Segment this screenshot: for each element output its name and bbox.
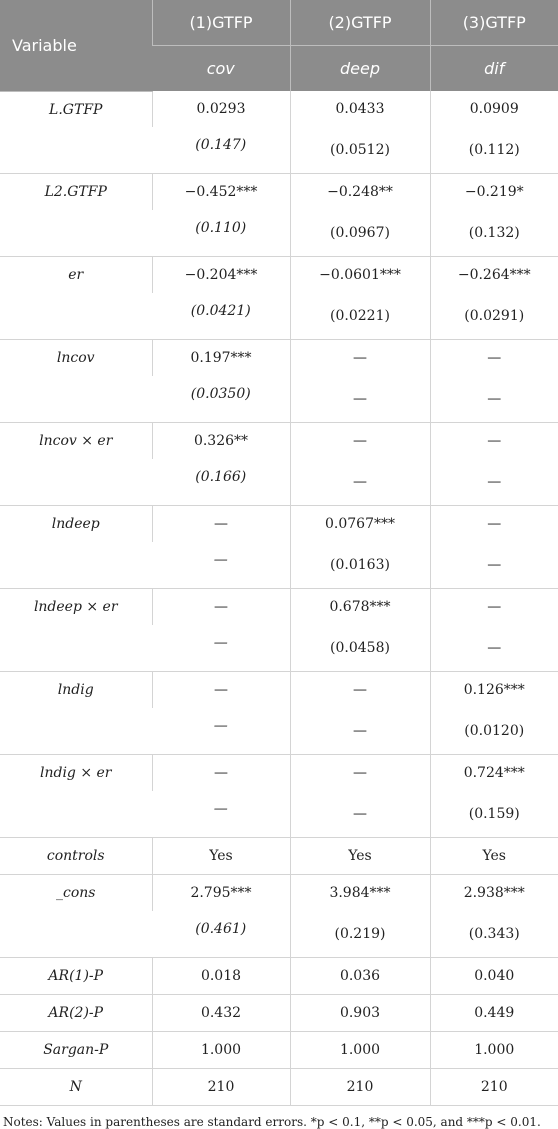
coefficient-cell: Yes <box>430 838 558 875</box>
coefficient-cell: — <box>152 672 290 709</box>
variable-name: lndig × er <box>0 755 152 838</box>
coefficient-cell: 0.903 <box>290 995 430 1032</box>
coefficient-cell: 0.724*** <box>430 755 558 792</box>
coefficient-cell: 0.018 <box>152 958 290 995</box>
coefficient-cell: −0.264*** <box>430 257 558 294</box>
variable-header: Variable <box>0 0 152 91</box>
variable-name: lncov × er <box>0 423 152 506</box>
table-row <box>0 1069 558 1106</box>
coefficient-cell: — <box>152 755 290 792</box>
coefficient-cell: — <box>290 340 430 377</box>
coefficient-cell: 0.0293 <box>152 91 290 127</box>
coefficient-cell: 0.432 <box>152 995 290 1032</box>
standard-error-cell: (0.461) <box>152 911 290 958</box>
coefficient-cell: — <box>152 506 290 543</box>
coefficient-cell: 0.0909 <box>430 91 558 127</box>
coefficient-cell: — <box>430 423 558 460</box>
variable-name: lndeep × er <box>0 589 152 672</box>
column-header: (3)GTFP <box>430 0 558 46</box>
standard-error-cell: (0.147) <box>152 127 290 174</box>
coefficient-cell: 0.197*** <box>152 340 290 377</box>
table-row <box>0 875 558 912</box>
coefficient-cell: −0.248** <box>290 174 430 211</box>
variable-name: L2.GTFP <box>0 174 152 257</box>
coefficient-cell: 0.449 <box>430 995 558 1032</box>
table-header <box>0 0 558 91</box>
column-header: (2)GTFP <box>290 0 430 46</box>
subcolumn-header: deep <box>290 46 430 92</box>
standard-error-cell: (0.166) <box>152 459 290 506</box>
table-row <box>0 174 558 211</box>
variable-name: lndeep <box>0 506 152 589</box>
standard-error-cell: — <box>430 625 558 672</box>
coefficient-cell: — <box>430 506 558 543</box>
coefficient-cell: 0.036 <box>290 958 430 995</box>
standard-error-cell: (0.110) <box>152 210 290 257</box>
variable-name: lncov <box>0 340 152 423</box>
standard-error-cell: — <box>290 459 430 506</box>
coefficient-cell: — <box>430 340 558 377</box>
coefficient-cell: 210 <box>290 1069 430 1106</box>
coefficient-cell: 3.984*** <box>290 875 430 912</box>
coefficient-cell: — <box>290 672 430 709</box>
standard-error-cell: (0.0221) <box>290 293 430 340</box>
standard-error-cell: (0.0120) <box>430 708 558 755</box>
coefficient-cell: — <box>152 589 290 626</box>
coefficient-cell: 2.795*** <box>152 875 290 912</box>
table-row <box>0 995 558 1032</box>
standard-error-cell: (0.112) <box>430 127 558 174</box>
standard-error-cell: (0.132) <box>430 210 558 257</box>
coefficient-cell: 210 <box>430 1069 558 1106</box>
standard-error-cell: (0.0163) <box>290 542 430 589</box>
coefficient-cell: 0.326** <box>152 423 290 460</box>
coefficient-cell: 0.0767*** <box>290 506 430 543</box>
standard-error-cell: — <box>152 542 290 589</box>
subcolumn-header: dif <box>430 46 558 92</box>
subcolumn-header: cov <box>152 46 290 92</box>
standard-error-cell: — <box>430 376 558 423</box>
coefficient-cell: 0.126*** <box>430 672 558 709</box>
table-row <box>0 340 558 377</box>
variable-name: _cons <box>0 875 152 958</box>
coefficient-cell: — <box>290 755 430 792</box>
coefficient-cell: 0.040 <box>430 958 558 995</box>
coefficient-cell: 1.000 <box>290 1032 430 1069</box>
variable-name: Sargan-P <box>0 1032 152 1069</box>
coefficient-cell: 1.000 <box>152 1032 290 1069</box>
table-row <box>0 506 558 543</box>
table-body <box>0 91 558 1106</box>
variable-name: AR(1)-P <box>0 958 152 995</box>
table-row <box>0 423 558 460</box>
standard-error-cell: — <box>430 542 558 589</box>
standard-error-cell: — <box>152 625 290 672</box>
standard-error-cell: — <box>290 708 430 755</box>
table-row <box>0 958 558 995</box>
standard-error-cell: (0.0458) <box>290 625 430 672</box>
coefficient-cell: 1.000 <box>430 1032 558 1069</box>
standard-error-cell: (0.0967) <box>290 210 430 257</box>
standard-error-cell: — <box>290 376 430 423</box>
coefficient-cell: 0.0433 <box>290 91 430 127</box>
coefficient-cell: 210 <box>152 1069 290 1106</box>
table-row <box>0 672 558 709</box>
table-row <box>0 1032 558 1069</box>
table-row <box>0 755 558 792</box>
variable-name: L.GTFP <box>0 91 152 174</box>
table-row <box>0 589 558 626</box>
coefficient-cell: −0.0601*** <box>290 257 430 294</box>
table-row <box>0 91 558 127</box>
coefficient-cell: −0.204*** <box>152 257 290 294</box>
table-row <box>0 257 558 294</box>
standard-error-cell: — <box>152 708 290 755</box>
standard-error-cell: (0.219) <box>290 911 430 958</box>
variable-name: AR(2)-P <box>0 995 152 1032</box>
coefficient-cell: — <box>290 423 430 460</box>
coefficient-cell: −0.452*** <box>152 174 290 211</box>
table-notes: Notes: Values in parentheses are standard errors. *p < 0.1, **p < 0.05, and ***p < 0.01. <box>3 1115 541 1129</box>
variable-name: lndig <box>0 672 152 755</box>
coefficient-cell: 2.938*** <box>430 875 558 912</box>
variable-name: N <box>0 1069 152 1106</box>
standard-error-cell: (0.0421) <box>152 293 290 340</box>
coefficient-cell: −0.219* <box>430 174 558 211</box>
standard-error-cell: — <box>152 791 290 838</box>
table-row <box>0 838 558 875</box>
standard-error-cell: (0.0512) <box>290 127 430 174</box>
standard-error-cell: (0.159) <box>430 791 558 838</box>
coefficient-cell: 0.678*** <box>290 589 430 626</box>
variable-name: controls <box>0 838 152 875</box>
standard-error-cell: (0.0350) <box>152 376 290 423</box>
coefficient-cell: — <box>430 589 558 626</box>
column-header: (1)GTFP <box>152 0 290 46</box>
standard-error-cell: (0.343) <box>430 911 558 958</box>
standard-error-cell: — <box>430 459 558 506</box>
variable-name: er <box>0 257 152 340</box>
standard-error-cell: — <box>290 791 430 838</box>
coefficient-cell: Yes <box>152 838 290 875</box>
coefficient-cell: Yes <box>290 838 430 875</box>
standard-error-cell: (0.0291) <box>430 293 558 340</box>
